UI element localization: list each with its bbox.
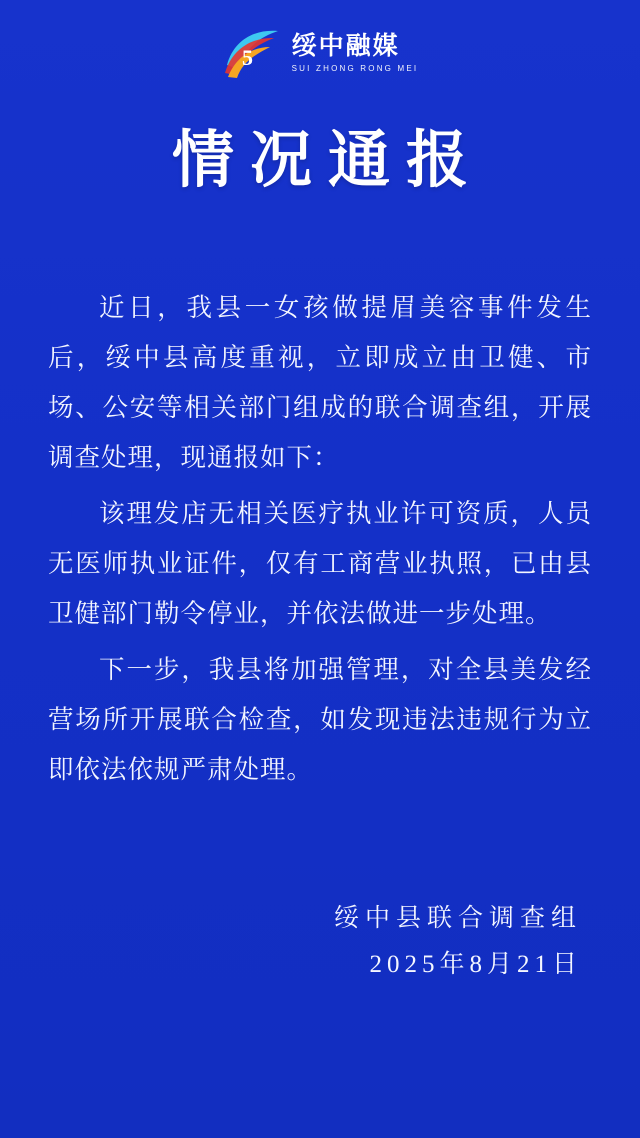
brand-subtitle: SUI ZHONG RONG MEI — [291, 63, 419, 73]
paragraph: 近日，我县一女孩做提眉美容事件发生后，绥中县高度重视，立即成立由卫健、市场、公安等相关部门组成的联合调查组，开展调查处理，现通报如下： — [48, 293, 592, 473]
signature-block — [0, 896, 640, 1138]
brand-text — [292, 27, 419, 79]
paragraph: 下一步，我县将加强管理，对全县美发经营场所开展联合检查，如发现违法违规行为立即依法依规严肃处理。 — [48, 655, 592, 785]
page-title: 情况通报 — [171, 127, 484, 195]
svg-text:5: 5 — [241, 45, 253, 70]
signature-date: 2025年8月21日 — [369, 951, 582, 978]
brand-header — [0, 0, 640, 92]
signature-organization: 绥中县联合调查组 — [333, 905, 582, 932]
brand-title: 绥中融媒 — [291, 32, 400, 61]
notice-body — [0, 283, 640, 801]
paragraph: 该理发店无相关医疗执业许可资质，人员无医师执业证件，仅有工商营业执照，已由县卫健部门勒令停业，并依法做进一步处理。 — [48, 499, 592, 629]
swoosh-logo-icon — [222, 25, 282, 81]
